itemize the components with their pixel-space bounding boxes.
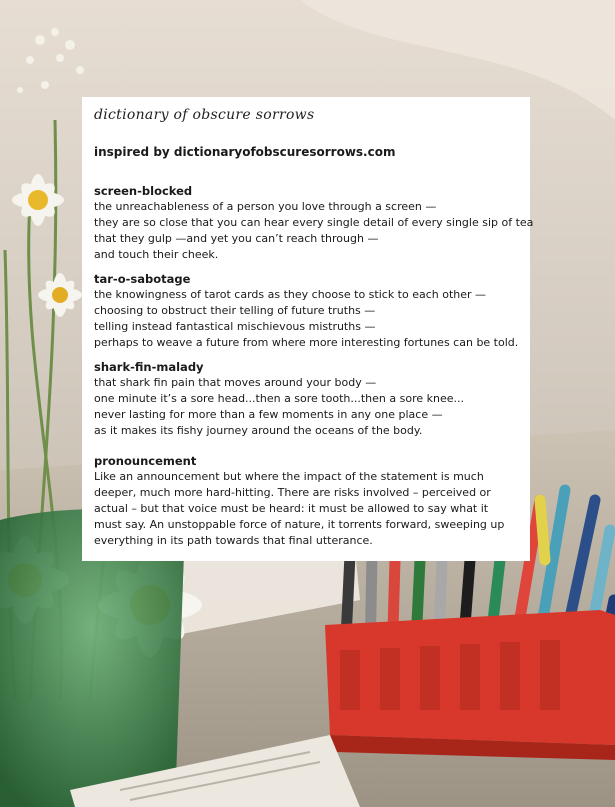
entry-line: telling instead fantastical mischievous mistruths — bbox=[94, 320, 376, 333]
entry-line: that shark fin pain that moves around your body — bbox=[94, 376, 377, 389]
entry-line: that they gulp —and yet you can’t reach through — bbox=[94, 232, 379, 245]
entry-line: perhaps to weave a future from where more interesting fortunes can be told. bbox=[94, 336, 519, 349]
entry-line: and touch their cheek. bbox=[94, 248, 219, 261]
entry-screen-blocked bbox=[94, 183, 534, 263]
entry-term: tar-o-sabotage bbox=[94, 272, 191, 286]
entry-line: they are so close that you can hear every single detail of every single sip of tea bbox=[94, 216, 534, 229]
entry-paragraph: Like an announcement but where the impact of the statement is much deeper, much more hard-hitting. There are risks involved – perceived or actual – but that voice must be heard: it must be allowed to say what it must say. An unstoppable force of nature, it torrents forward, sweeping up everything in its path towards that final utterance. bbox=[94, 470, 505, 547]
entry-tar-o-sabotage bbox=[94, 271, 518, 351]
entry-line: as it makes its fishy journey around the oceans of the body. bbox=[94, 424, 423, 437]
entry-pronouncement bbox=[94, 453, 518, 549]
entry-line: the unreachableness of a person you love through a screen — bbox=[94, 200, 437, 213]
entry-term: pronouncement bbox=[94, 454, 197, 468]
entry-shark-fin-malady bbox=[94, 359, 518, 439]
entry-line: one minute it’s a sore head...then a sore tooth...then a sore knee... bbox=[94, 392, 464, 405]
page-subtitle: inspired by dictionaryofobscuresorrows.com bbox=[94, 145, 396, 159]
entry-term: shark-fin-malady bbox=[94, 360, 204, 374]
text-card bbox=[82, 97, 534, 561]
entry-term: screen-blocked bbox=[94, 184, 193, 198]
entry-line: choosing to obstruct their telling of future truths — bbox=[94, 304, 376, 317]
page-title: dictionary of obscure sorrows bbox=[94, 107, 315, 123]
entry-line: the knowingness of tarot cards as they choose to stick to each other — bbox=[94, 288, 487, 301]
entry-line: never lasting for more than a few moments in any one place — bbox=[94, 408, 443, 421]
